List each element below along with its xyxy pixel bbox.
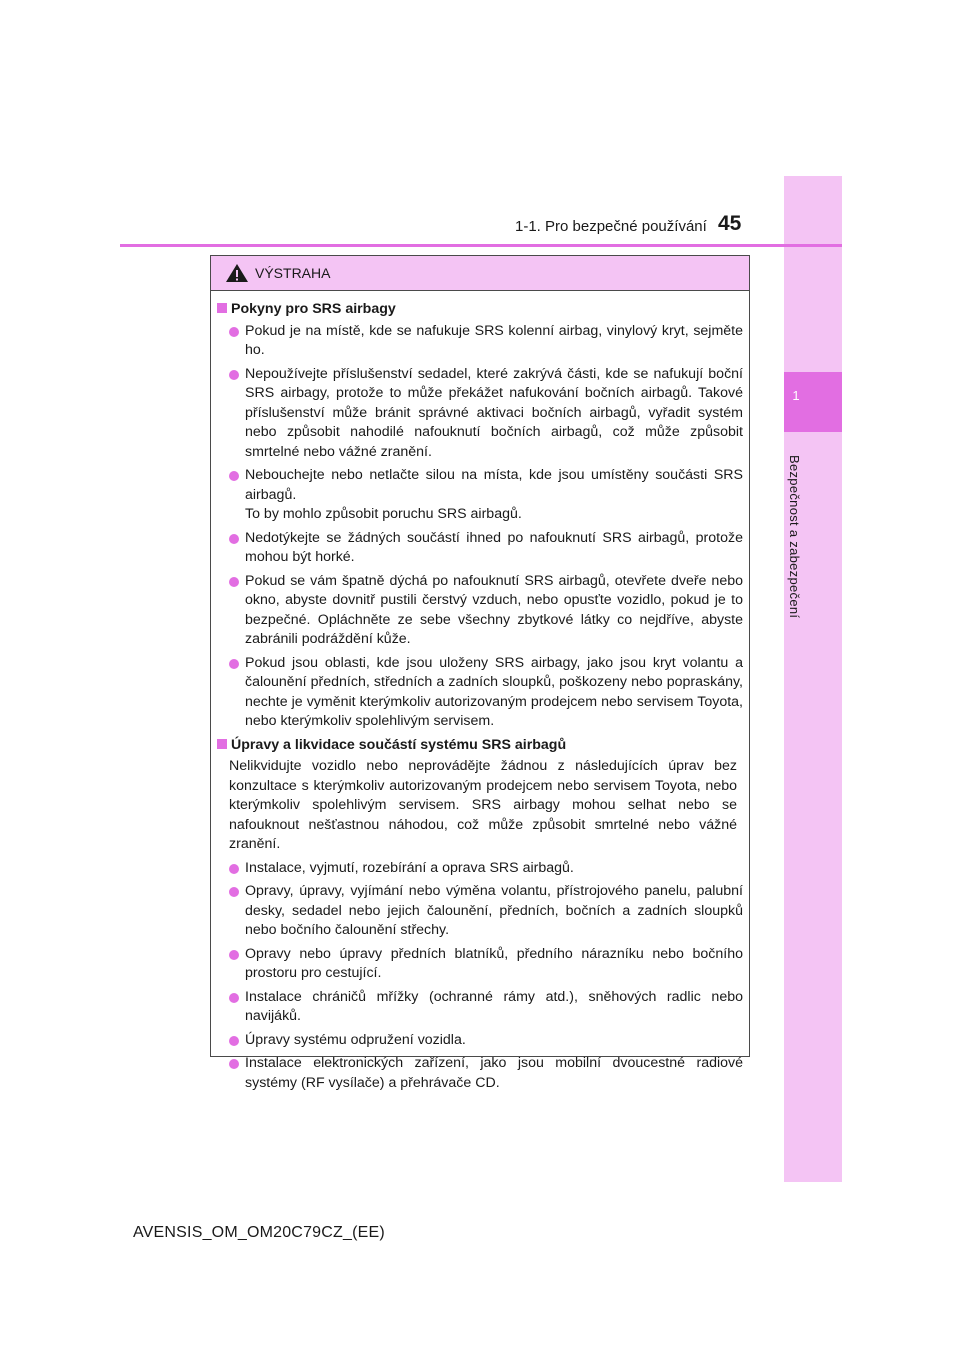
bullet-dot-icon	[229, 950, 239, 960]
list-item	[229, 859, 743, 879]
list-item-text: Opravy, úpravy, vyjímání nebo výměna volantu, přístrojového panelu, palubní desky, sedadel nebo jejich čalounění, předních, bočních a zadních sloupků nebo bočního čalounění střechy.	[245, 883, 743, 938]
list-item	[229, 466, 743, 525]
section-heading	[217, 300, 743, 320]
side-tab-chapter-number: 1	[792, 388, 800, 403]
list-item	[229, 988, 743, 1027]
section-heading-text: Pokyny pro SRS airbagy	[231, 301, 396, 317]
list-item-text: Pokud se vám špatně dýchá po nafouknutí SRS airbagů, otevřete dveře nebo okno, abyste dovnitř pustili čerstvý vzduch, nebo opusťte vozidlo, pokud je to bezpečné. Opláchněte ze sebe všechny zbytkové látky co nejdříve, abyste zabránili podráždění kůže.	[245, 572, 743, 647]
bullet-dot-icon	[229, 659, 239, 669]
warning-triangle-icon	[225, 263, 249, 283]
bullet-dot-icon	[229, 534, 239, 544]
list-item-text: Instalace chráničů mřížky (ochranné rámy atd.), sněhových radlic nebo navijáků.	[245, 988, 743, 1024]
bullet-dot-icon	[229, 471, 239, 481]
warning-label: VÝSTRAHA	[255, 265, 331, 281]
bullet-dot-icon	[229, 370, 239, 380]
section-intro: Nelikvidujte vozidlo nebo neprovádějte žádnou z následujících úprav bez konzultace s kterýmkoliv autorizovaným prodejcem nebo servisem Toyota, nebo kterýmkoliv spolehlivým servisem. SRS airbagy mohou selhat nebo se nafouknout nešťastnou náhodou, což může způsobit smrtelné nebo vážné zranění.	[229, 758, 737, 852]
section-title: 1-1. Pro bezpečné používání	[515, 218, 707, 235]
list-item	[229, 572, 743, 650]
list-item-text: Pokud jsou oblasti, kde jsou uloženy SRS airbagy, jako jsou kryt volantu a čalounění předních, středních a zadních sloupků, poškozeny nebo popraskány, nechte je vyměnit kterýmkoliv autorizovaným prodejcem nebo servisem Toyota, nebo kterýmkoliv spolehlivým servisem.	[245, 654, 743, 729]
list-item	[229, 365, 743, 463]
list-item-text: Instalace elektronických zařízení, jako jsou mobilní dvoucestné radiové systémy (RF vysílače) a přehrávače CD.	[245, 1055, 743, 1091]
bullet-dot-icon	[229, 887, 239, 897]
bullet-dot-icon	[229, 1036, 239, 1046]
list-item-text: Opravy nebo úpravy předních blatníků, předního nárazníku nebo bočního prostoru pro cestující.	[245, 945, 743, 981]
list-item	[229, 1031, 743, 1051]
bullet-dot-icon	[229, 864, 239, 874]
list-item	[229, 1054, 743, 1093]
page-number: 45	[718, 212, 742, 235]
header-rule	[120, 244, 842, 247]
list-item	[229, 882, 743, 941]
bullet-dot-icon	[229, 577, 239, 587]
square-bullet-icon	[217, 303, 227, 313]
document-code: AVENSIS_OM_OM20C79CZ_(EE)	[133, 1224, 385, 1241]
bullet-dot-icon	[229, 327, 239, 337]
warning-body	[211, 291, 749, 1093]
warning-box	[210, 255, 750, 1091]
list-item-text: Nepoužívejte příslušenství sedadel, které zakrývá části, kde se nafukují boční SRS airbagy, protože to může překážet nafukování bočních airbagů. Takové příslušenství může bránit správné aktivaci bočních airbagů, vyřadit systém nebo způsobit nahodilé nafouknutí bočních airbagů, což může způsobit smrtelné nebo vážné zranění.	[245, 365, 743, 460]
list-item-text: Nebouchejte nebo netlačte silou na místa, kde jsou umístěny součásti SRS airbagů. To by mohlo způsobit poruchu SRS airbagů.	[245, 467, 743, 522]
list-item-text: Nedotýkejte se žádných součástí ihned po nafouknutí SRS airbagů, protože mohou být horké.	[245, 529, 743, 565]
list-item	[229, 945, 743, 984]
warning-header	[211, 256, 749, 291]
square-bullet-icon	[217, 739, 227, 749]
side-tab-chapter-label: Bezpečnost a zabezpečení	[787, 455, 802, 619]
bullet-dot-icon	[229, 993, 239, 1003]
bullet-dot-icon	[229, 1059, 239, 1069]
list-item	[229, 654, 743, 732]
list-item-text: Úpravy systému odpružení vozidla.	[245, 1031, 466, 1048]
section-heading	[217, 736, 743, 756]
list-item-text: Pokud je na místě, kde se nafukuje SRS kolenní airbag, vinylový kryt, sejměte ho.	[245, 322, 743, 358]
list-item	[229, 322, 743, 361]
side-tab	[784, 176, 842, 1182]
section-heading-text: Úpravy a likvidace součástí systému SRS airbagů	[231, 736, 567, 753]
list-item	[229, 529, 743, 568]
list-item-text: Instalace, vyjmutí, rozebírání a oprava SRS airbagů.	[245, 859, 574, 876]
